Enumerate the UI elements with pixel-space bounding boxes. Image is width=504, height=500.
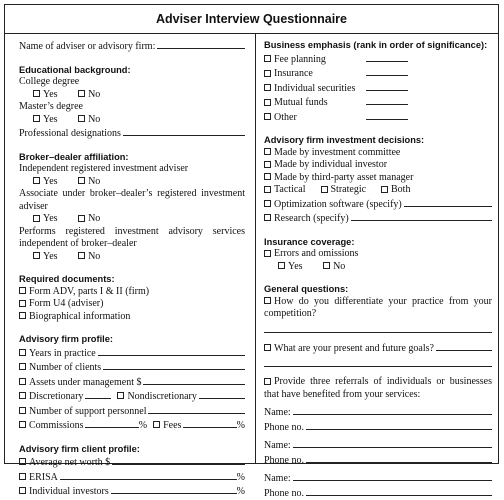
emphasis-rank-field[interactable] bbox=[366, 95, 408, 105]
no-label: No bbox=[88, 89, 100, 100]
left-column bbox=[19, 39, 245, 499]
referral-phone-row bbox=[264, 453, 492, 468]
percent-label: % bbox=[139, 420, 147, 433]
decision-label: Made by investment committee bbox=[274, 147, 400, 158]
broker-q1-yes-no bbox=[19, 176, 245, 189]
clients-checkbox[interactable] bbox=[19, 363, 26, 370]
discretionary-label: Discretionary bbox=[29, 391, 83, 404]
years-checkbox[interactable] bbox=[19, 349, 26, 356]
differentiate-checkbox[interactable] bbox=[264, 297, 271, 304]
support-field[interactable] bbox=[148, 404, 245, 414]
insurance-no-checkbox[interactable] bbox=[323, 262, 330, 269]
nondiscretionary-label: Nondiscretionary bbox=[127, 391, 196, 404]
college-yes-no bbox=[19, 89, 245, 102]
broker-q3-label: Performs registered investment advisory services independent of broker–dealer bbox=[19, 226, 245, 251]
no-label: No bbox=[333, 261, 345, 272]
aum-row bbox=[19, 375, 245, 390]
strategic-label: Strategic bbox=[331, 184, 379, 197]
broker-q3-yes-checkbox[interactable] bbox=[33, 252, 40, 259]
emphasis-label: Insurance bbox=[274, 68, 366, 81]
individual-row bbox=[19, 484, 245, 499]
emphasis-heading: Business emphasis (rank in order of significance): bbox=[264, 39, 492, 52]
insurance-yes-checkbox[interactable] bbox=[278, 262, 285, 269]
designations-row bbox=[19, 126, 245, 141]
document-label: Form U4 (adviser) bbox=[29, 298, 103, 309]
emphasis-label: Fee planning bbox=[274, 54, 366, 67]
college-yes-checkbox[interactable] bbox=[33, 90, 40, 97]
emphasis-label: Other bbox=[274, 112, 366, 125]
networth-field[interactable] bbox=[112, 455, 245, 465]
document-label: Form ADV, parts I & II (firm) bbox=[29, 286, 149, 297]
broker-q1-label: Independent registered investment adviser bbox=[19, 163, 245, 176]
referral-phone-field[interactable] bbox=[306, 420, 492, 430]
decision-label: Made by third-party asset manager bbox=[274, 172, 413, 183]
general-heading: General questions: bbox=[264, 283, 492, 296]
aum-label: Assets under management $ bbox=[29, 377, 141, 390]
aum-checkbox[interactable] bbox=[19, 378, 26, 385]
yes-label: Yes bbox=[43, 176, 58, 187]
phone-label: Phone no. bbox=[264, 422, 304, 435]
column-divider bbox=[255, 33, 256, 463]
document-label: Biographical information bbox=[29, 311, 130, 322]
broker-q2-yes-checkbox[interactable] bbox=[33, 215, 40, 222]
document-checkbox[interactable] bbox=[19, 312, 26, 319]
both-label: Both bbox=[391, 184, 410, 195]
aum-field[interactable] bbox=[143, 375, 245, 385]
college-degree-label: College degree bbox=[19, 76, 245, 89]
no-label: No bbox=[88, 176, 100, 187]
decisions-heading: Advisory firm investment decisions: bbox=[264, 134, 492, 147]
years-label: Years in practice bbox=[29, 348, 96, 361]
fees-checkbox[interactable] bbox=[153, 421, 160, 428]
differentiate-question bbox=[264, 296, 492, 321]
emphasis-checkbox[interactable] bbox=[264, 84, 271, 91]
discretionary-field[interactable] bbox=[85, 389, 111, 399]
strategic-checkbox[interactable] bbox=[321, 186, 328, 193]
commissions-checkbox[interactable] bbox=[19, 421, 26, 428]
years-field[interactable] bbox=[98, 346, 245, 356]
documents-heading: Required documents: bbox=[19, 273, 245, 286]
referrals-label: Provide three referrals of individuals or businesses that have benefited from your services: bbox=[264, 376, 492, 400]
discretionary-checkbox[interactable] bbox=[19, 392, 26, 399]
research-label: Research (specify) bbox=[274, 213, 349, 226]
networth-row bbox=[19, 455, 245, 470]
broker-q2-yes-no bbox=[19, 213, 245, 226]
document-item bbox=[19, 286, 245, 299]
no-label: No bbox=[88, 251, 100, 262]
software-checkbox[interactable] bbox=[264, 200, 271, 207]
yes-label: Yes bbox=[43, 89, 58, 100]
tactical-row bbox=[264, 184, 492, 197]
emphasis-item bbox=[264, 52, 492, 67]
compensation-row bbox=[19, 418, 245, 433]
emphasis-item bbox=[264, 81, 492, 96]
document-checkbox[interactable] bbox=[19, 300, 26, 307]
emphasis-label: Mutual funds bbox=[274, 97, 366, 110]
phone-label: Phone no. bbox=[264, 488, 304, 500]
client-profile-heading: Advisory firm client profile: bbox=[19, 443, 245, 456]
questionnaire-form bbox=[4, 4, 499, 464]
no-label: No bbox=[88, 114, 100, 125]
decision-label: Made by individual investor bbox=[274, 159, 387, 170]
no-label: No bbox=[88, 213, 100, 224]
fees-field[interactable] bbox=[183, 418, 236, 428]
support-row bbox=[19, 404, 245, 419]
emphasis-checkbox[interactable] bbox=[264, 55, 271, 62]
software-field[interactable] bbox=[404, 197, 492, 207]
emphasis-checkbox[interactable] bbox=[264, 70, 271, 77]
profile-heading: Advisory firm profile: bbox=[19, 333, 245, 346]
document-item bbox=[19, 311, 245, 324]
broker-q2-label: Associate under broker–dealer’s registered investment adviser bbox=[19, 188, 245, 213]
support-checkbox[interactable] bbox=[19, 407, 26, 414]
tactical-label: Tactical bbox=[274, 184, 318, 197]
errors-row bbox=[264, 248, 492, 261]
emphasis-checkbox[interactable] bbox=[264, 99, 271, 106]
clients-field[interactable] bbox=[103, 360, 245, 370]
percent-label: % bbox=[237, 486, 245, 499]
yes-label: Yes bbox=[43, 251, 58, 262]
nondiscretionary-field[interactable] bbox=[199, 389, 245, 399]
emphasis-rank-field[interactable] bbox=[366, 52, 408, 62]
adviser-name-field[interactable] bbox=[157, 39, 245, 49]
emphasis-rank-field[interactable] bbox=[366, 81, 408, 91]
emphasis-item bbox=[264, 110, 492, 125]
adviser-name-row bbox=[19, 39, 245, 54]
networth-label: Average net worth $ bbox=[29, 457, 110, 470]
percent-label: % bbox=[237, 472, 245, 485]
commissions-label: Commissions bbox=[29, 420, 83, 433]
decision-checkbox[interactable] bbox=[264, 148, 271, 155]
broker-q3-no-checkbox[interactable] bbox=[78, 252, 85, 259]
education-heading: Educational background: bbox=[19, 64, 245, 77]
phone-label: Phone no. bbox=[264, 455, 304, 468]
referral-name-field[interactable] bbox=[293, 471, 492, 481]
emphasis-checkbox[interactable] bbox=[264, 113, 271, 120]
decision-item bbox=[264, 159, 492, 172]
referral-phone-field[interactable] bbox=[306, 486, 492, 496]
masters-yes-checkbox[interactable] bbox=[33, 115, 40, 122]
right-column bbox=[264, 39, 492, 500]
discretionary-row bbox=[19, 389, 245, 404]
nondiscretionary-checkbox[interactable] bbox=[117, 392, 124, 399]
emphasis-label: Individual securities bbox=[274, 83, 366, 96]
name-label: Name: bbox=[264, 407, 291, 420]
referral-name-row bbox=[264, 405, 492, 420]
broker-heading: Broker–dealer affiliation: bbox=[19, 151, 245, 164]
tactical-checkbox[interactable] bbox=[264, 186, 271, 193]
masters-yes-no bbox=[19, 114, 245, 127]
referral-phone-row bbox=[264, 486, 492, 500]
years-row bbox=[19, 346, 245, 361]
designations-field[interactable] bbox=[123, 126, 245, 136]
differentiate-answer-line[interactable] bbox=[264, 321, 492, 333]
decision-item bbox=[264, 147, 492, 160]
adviser-name-label: Name of adviser or advisory firm: bbox=[19, 41, 155, 54]
title-divider bbox=[5, 33, 498, 34]
name-label: Name: bbox=[264, 440, 291, 453]
individual-field[interactable] bbox=[111, 484, 237, 494]
goals-checkbox[interactable] bbox=[264, 344, 271, 351]
erisa-row bbox=[19, 470, 245, 485]
referral-name-row bbox=[264, 471, 492, 486]
erisa-field[interactable] bbox=[60, 470, 237, 480]
software-label: Optimization software (specify) bbox=[274, 199, 402, 212]
erisa-label: ERISA bbox=[29, 472, 58, 485]
masters-no-checkbox[interactable] bbox=[78, 115, 85, 122]
name-label: Name: bbox=[264, 473, 291, 486]
designations-label: Professional designations bbox=[19, 128, 121, 141]
research-row bbox=[264, 211, 492, 226]
decision-item bbox=[264, 172, 492, 185]
referrals-question bbox=[264, 376, 492, 401]
clients-label: Number of clients bbox=[29, 362, 101, 375]
differentiate-label: How do you differentiate your practice from your competition? bbox=[264, 296, 492, 320]
referrals-checkbox[interactable] bbox=[264, 378, 271, 385]
software-row bbox=[264, 197, 492, 212]
percent-label: % bbox=[237, 420, 245, 433]
referral-name-field[interactable] bbox=[293, 405, 492, 415]
document-item bbox=[19, 298, 245, 311]
goals-row bbox=[264, 341, 492, 356]
masters-degree-label: Master’s degree bbox=[19, 101, 245, 114]
support-label: Number of support personnel bbox=[29, 406, 146, 419]
broker-q2-no-checkbox[interactable] bbox=[78, 215, 85, 222]
goals-label: What are your present and future goals? bbox=[274, 343, 434, 356]
clients-row bbox=[19, 360, 245, 375]
emphasis-rank-field[interactable] bbox=[366, 110, 408, 120]
errors-label: Errors and omissions bbox=[274, 248, 358, 259]
referral-name-row bbox=[264, 438, 492, 453]
insurance-heading: Insurance coverage: bbox=[264, 236, 492, 249]
goals-answer-line[interactable] bbox=[264, 355, 492, 367]
individual-label: Individual investors bbox=[29, 486, 109, 499]
document-checkbox[interactable] bbox=[19, 287, 26, 294]
research-checkbox[interactable] bbox=[264, 214, 271, 221]
emphasis-item bbox=[264, 95, 492, 110]
broker-q3-yes-no bbox=[19, 251, 245, 264]
research-field[interactable] bbox=[351, 211, 492, 221]
form-title: Adviser Interview Questionnaire bbox=[5, 5, 498, 33]
networth-checkbox[interactable] bbox=[19, 458, 26, 465]
emphasis-rank-field[interactable] bbox=[366, 66, 408, 76]
yes-label: Yes bbox=[43, 213, 58, 224]
fees-label: Fees bbox=[163, 420, 181, 433]
college-no-checkbox[interactable] bbox=[78, 90, 85, 97]
both-checkbox[interactable] bbox=[381, 186, 388, 193]
yes-label: Yes bbox=[43, 114, 58, 125]
yes-label: Yes bbox=[288, 261, 303, 272]
emphasis-item bbox=[264, 66, 492, 81]
referral-phone-field[interactable] bbox=[306, 453, 492, 463]
goals-field[interactable] bbox=[436, 341, 492, 351]
broker-q1-yes-checkbox[interactable] bbox=[33, 177, 40, 184]
referral-phone-row bbox=[264, 420, 492, 435]
commissions-field[interactable] bbox=[85, 418, 138, 428]
decision-checkbox[interactable] bbox=[264, 161, 271, 168]
insurance-yes-no bbox=[264, 261, 492, 274]
erisa-checkbox[interactable] bbox=[19, 473, 26, 480]
broker-q1-no-checkbox[interactable] bbox=[78, 177, 85, 184]
decision-checkbox[interactable] bbox=[264, 173, 271, 180]
referral-name-field[interactable] bbox=[293, 438, 492, 448]
errors-checkbox[interactable] bbox=[264, 250, 271, 257]
individual-checkbox[interactable] bbox=[19, 487, 26, 494]
